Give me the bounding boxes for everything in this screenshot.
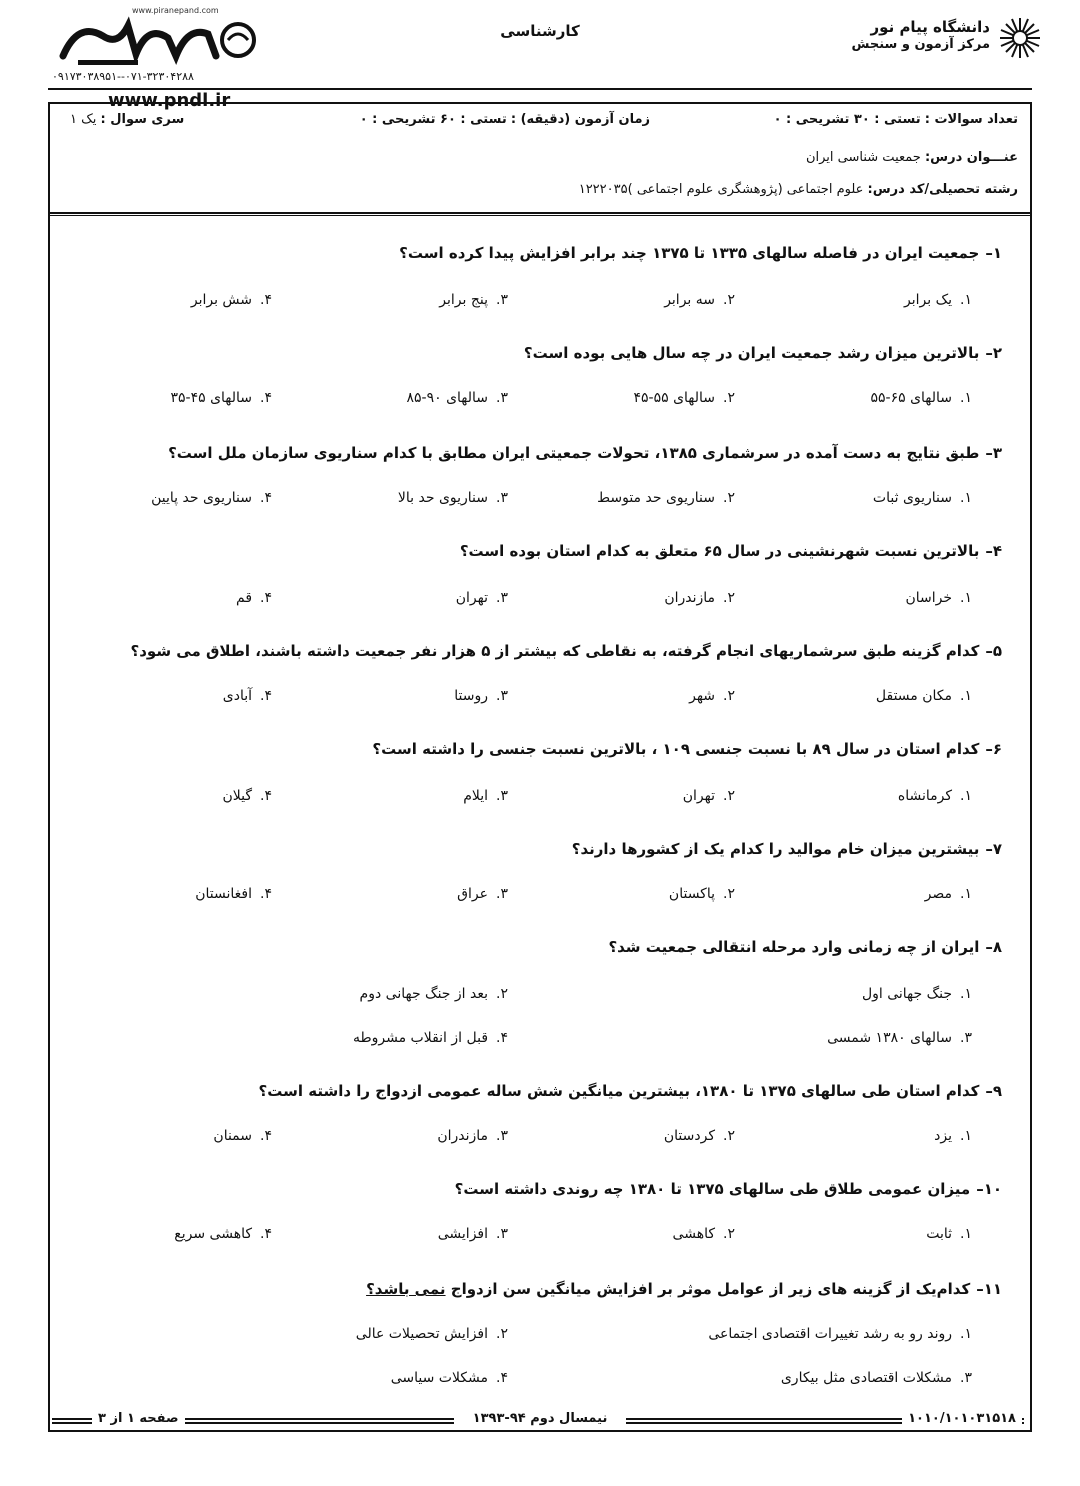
top-rule <box>48 88 1032 90</box>
q3-option-2[interactable] <box>597 490 735 506</box>
q1-option-4[interactable] <box>191 292 272 308</box>
option-number: ۲. <box>723 688 735 704</box>
option-number: ۳. <box>496 688 508 704</box>
q10-option-4[interactable] <box>174 1226 272 1242</box>
question-number: ۷– <box>985 840 1002 858</box>
question-number: ۱۱– <box>976 1280 1002 1298</box>
option-text: تهران <box>455 590 489 606</box>
option-text: مصر <box>924 886 953 902</box>
question-number: ۲– <box>985 344 1002 362</box>
q1-option-1[interactable] <box>904 292 972 308</box>
option-number: ۴. <box>260 490 272 506</box>
option-text: گیلان <box>222 788 253 804</box>
option-number: ۴. <box>496 1030 508 1046</box>
exam-time-label: زمان آزمون (دقیقه) : <box>510 112 650 127</box>
option-text: افغانستان <box>195 886 253 902</box>
option-text: سناریوی حد متوسط <box>597 490 716 506</box>
option-number: ۴. <box>260 292 272 308</box>
question-2 <box>524 344 1002 362</box>
question-series <box>70 112 184 127</box>
q2-option-3[interactable] <box>406 390 508 406</box>
q8-option-3[interactable] <box>827 1030 972 1046</box>
question-5 <box>131 642 1002 660</box>
option-text: قم <box>236 590 253 606</box>
q7-option-4[interactable] <box>195 886 272 902</box>
q10-option-1[interactable] <box>926 1226 972 1242</box>
option-number: ۱. <box>960 1326 972 1342</box>
option-number: ۴. <box>260 788 272 804</box>
option-text: یزد <box>934 1128 953 1144</box>
option-text: مشکلات سیاسی <box>390 1370 489 1386</box>
q1-option-3[interactable] <box>439 292 508 308</box>
series-label: سری سوال : <box>100 112 185 127</box>
question-number: ۴– <box>985 542 1002 560</box>
q10-option-3[interactable] <box>438 1226 508 1242</box>
question-number: ۶– <box>985 740 1002 758</box>
option-text: شش برابر <box>190 292 253 308</box>
q7-option-1[interactable] <box>925 886 972 902</box>
option-text: سالهای ۱۳۸۰ شمسی <box>827 1030 953 1046</box>
option-text: سناریوی حد بالا <box>397 490 489 506</box>
q5-option-4[interactable] <box>223 688 272 704</box>
q2-option-4[interactable] <box>170 390 272 406</box>
option-text: سالهای ۵۵-۴۵ <box>633 390 716 406</box>
option-text: سناریوی ثبات <box>872 490 953 506</box>
q11-option-1[interactable] <box>708 1326 972 1342</box>
option-text: آبادی <box>222 688 253 704</box>
q8-option-1[interactable] <box>862 986 972 1002</box>
option-number: ۳. <box>496 886 508 902</box>
option-number: ۴. <box>260 390 272 406</box>
question-7 <box>572 840 1002 858</box>
q4-option-2[interactable] <box>664 590 735 606</box>
q6-option-1[interactable] <box>898 788 972 804</box>
question-number: ۹– <box>985 1082 1002 1100</box>
option-number: ۴. <box>260 886 272 902</box>
option-number: ۱. <box>960 490 972 506</box>
option-number: ۳. <box>496 788 508 804</box>
university-name: دانشگاه پیام نور <box>870 18 990 36</box>
option-number: ۲. <box>723 390 735 406</box>
option-text: کردستان <box>663 1128 716 1144</box>
option-number: ۲. <box>496 986 508 1002</box>
brand-site[interactable]: www.pndl.ir <box>108 90 231 111</box>
q9-option-1[interactable] <box>934 1128 972 1144</box>
q1-option-2[interactable] <box>664 292 735 308</box>
option-text: کاهشی سریع <box>174 1226 253 1242</box>
q6-option-2[interactable] <box>683 788 735 804</box>
option-text: سالهای ۴۵-۳۵ <box>170 390 253 406</box>
exam-time <box>360 112 650 127</box>
option-number: ۳. <box>496 1128 508 1144</box>
brand-small-url: www.piranepand.com <box>132 6 219 15</box>
question-underlined-text: نمی باشد؟ <box>366 1280 446 1298</box>
q5-option-2[interactable] <box>689 688 735 704</box>
university-sub: مرکز آزمون و سنجش <box>851 37 990 52</box>
option-text: یک برابر <box>904 292 953 308</box>
option-number: ۲. <box>723 490 735 506</box>
option-text: مازندران <box>664 590 716 606</box>
question-number: ۸– <box>985 938 1002 956</box>
option-text: سناریوی حد پایین <box>151 490 253 506</box>
option-text: قبل از انقلاب مشروطه <box>352 1030 489 1046</box>
question-text: کدام استان طی سالهای ۱۳۷۵ تا ۱۳۸۰، بیشترین میانگین شش ساله عمومی ازدواج را داشته است؟ <box>258 1082 980 1100</box>
option-number: ۳. <box>960 1370 972 1386</box>
brand-phone: ۰۷۱-۳۲۳۰۴۲۸۸--۰۹۱۷۳۰۳۸۹۵۱ <box>52 70 194 83</box>
q9-option-4[interactable] <box>213 1128 272 1144</box>
course-title <box>806 150 1018 165</box>
option-number: ۳. <box>496 490 508 506</box>
question-1 <box>399 244 1002 262</box>
option-number: ۲. <box>723 292 735 308</box>
option-text: کاهشی <box>672 1226 716 1242</box>
option-text: روستا <box>454 688 489 704</box>
q5-option-3[interactable] <box>454 688 508 704</box>
option-number: ۱. <box>960 390 972 406</box>
option-number: ۳. <box>496 590 508 606</box>
option-text: افزایش تحصیلات عالی <box>355 1326 489 1342</box>
question-count <box>774 112 1018 127</box>
option-number: ۳. <box>496 1226 508 1242</box>
q9-option-3[interactable] <box>437 1128 508 1144</box>
question-4 <box>460 542 1002 560</box>
q2-option-2[interactable] <box>633 390 735 406</box>
option-text: خراسان <box>905 590 953 606</box>
q4-option-3[interactable] <box>456 590 508 606</box>
course-title-value: جمعیت شناسی ایران <box>805 150 921 165</box>
question-3 <box>168 444 1002 462</box>
q3-option-4[interactable] <box>151 490 272 506</box>
option-text: پاکستان <box>668 886 716 902</box>
q7-option-2[interactable] <box>669 886 735 902</box>
option-number: ۲. <box>723 788 735 804</box>
q6-option-4[interactable] <box>222 788 272 804</box>
brand-logo-icon <box>58 16 258 66</box>
q5-option-1[interactable] <box>876 688 972 704</box>
field-value: علوم اجتماعی (پژوهشگری علوم اجتماعی )۱۲۲۲۰۳۵ <box>578 182 864 197</box>
q8-option-4[interactable] <box>353 1030 508 1046</box>
option-number: ۴. <box>260 1226 272 1242</box>
option-number: ۱. <box>960 590 972 606</box>
option-text: سه برابر <box>664 292 716 308</box>
option-number: ۱. <box>960 986 972 1002</box>
field-label: رشته تحصیلی/کد درس: <box>867 182 1018 197</box>
question-10 <box>455 1180 1002 1198</box>
question-number: ۱– <box>985 244 1002 262</box>
exam-time-value: تستی : ۶۰ تشریحی : ۰ <box>359 112 507 127</box>
option-text: کرمانشاه <box>897 788 953 804</box>
course-title-label: عنـــوان درس: <box>924 150 1018 165</box>
q2-option-1[interactable] <box>870 390 972 406</box>
option-text: سالهای ۹۰-۸۵ <box>406 390 489 406</box>
option-number: ۱. <box>960 292 972 308</box>
question-number: ۵– <box>985 642 1002 660</box>
question-number: ۱۰– <box>976 1180 1002 1198</box>
option-number: ۱. <box>960 788 972 804</box>
question-9 <box>259 1082 1002 1100</box>
question-text: جمعیت ایران در فاصله سالهای ۱۳۳۵ تا ۱۳۷۵ چند برابر افزایش پیدا کرده است؟ <box>399 244 980 262</box>
question-text: میزان عمومی طلاق طی سالهای ۱۳۷۵ تا ۱۳۸۰ چه روندی داشته است؟ <box>454 1180 971 1198</box>
question-11 <box>366 1280 1002 1298</box>
question-number: ۳– <box>985 444 1002 462</box>
q11-option-3[interactable] <box>781 1370 972 1386</box>
question-text: کدام استان در سال ۸۹ با نسبت جنسی ۱۰۹ ، بالاترین نسبت جنسی را داشته است؟ <box>372 740 980 758</box>
option-number: ۲. <box>723 590 735 606</box>
option-number: ۳. <box>496 292 508 308</box>
exam-code: ۱۰۱۰/۱۰۱۰۳۱۵۱۸ <box>902 1411 1022 1426</box>
option-text: جنگ جهانی اول <box>861 986 953 1002</box>
header-divider <box>48 212 1032 216</box>
degree-level: کارشناسی <box>500 22 580 40</box>
question-text: طبق نتایج به دست آمده در سرشماری ۱۳۸۵، تحولات جمعیتی ایران مطابق با کدام سناریوی سازمان ملل است؟ <box>168 444 980 462</box>
option-number: ۱. <box>960 1128 972 1144</box>
question-text: کدام‌یک از گزینه های زیر از عوامل موثر بر افزایش میانگین سن ازدواج <box>450 1280 971 1298</box>
question-count-label: تعداد سوالات : <box>924 112 1018 127</box>
option-text: شهر <box>689 688 716 704</box>
option-text: مکان مستقل <box>875 688 953 704</box>
option-text: مازندران <box>437 1128 489 1144</box>
q8-option-2[interactable] <box>360 986 508 1002</box>
q3-option-3[interactable] <box>398 490 508 506</box>
q11-option-4[interactable] <box>391 1370 508 1386</box>
series-value: یک ۱ <box>70 112 97 127</box>
option-number: ۱. <box>960 886 972 902</box>
option-number: ۳. <box>496 390 508 406</box>
q11-option-2[interactable] <box>356 1326 508 1342</box>
q9-option-2[interactable] <box>664 1128 735 1144</box>
option-number: ۱. <box>960 688 972 704</box>
option-number: ۲. <box>723 886 735 902</box>
q3-option-1[interactable] <box>873 490 972 506</box>
option-number: ۲. <box>723 1128 735 1144</box>
option-number: ۳. <box>960 1030 972 1046</box>
question-text: ایران از چه زمانی وارد مرحله انتقالی جمعیت شد؟ <box>608 938 980 956</box>
question-text: بالاترین نسبت شهرنشینی در سال ۶۵ متعلق به کدام استان بوده است؟ <box>459 542 980 560</box>
option-text: ثابت <box>926 1226 953 1242</box>
semester-label: نیمسال دوم ۹۴-۱۳۹۳ <box>454 1411 626 1426</box>
option-text: ایلام <box>463 788 489 804</box>
option-text: روند رو به رشد تغییرات اقتصادی اجتماعی <box>708 1326 953 1342</box>
option-text: سالهای ۶۵-۵۵ <box>870 390 953 406</box>
question-text: بیشترین میزان خام موالید را کدام یک از کشورها دارند؟ <box>571 840 980 858</box>
field-code <box>579 182 1018 197</box>
option-text: پنج برابر <box>439 292 489 308</box>
q6-option-3[interactable] <box>463 788 508 804</box>
question-count-value: تستی : ۳۰ تشریحی : ۰ <box>773 112 921 127</box>
q4-option-4[interactable] <box>236 590 272 606</box>
option-text: تهران <box>682 788 716 804</box>
option-text: مشکلات اقتصادی مثل بیکاری <box>780 1370 953 1386</box>
option-number: ۱. <box>960 1226 972 1242</box>
q4-option-1[interactable] <box>905 590 972 606</box>
option-text: افزایشی <box>437 1226 489 1242</box>
option-number: ۴. <box>260 688 272 704</box>
option-text: سمنان <box>213 1128 253 1144</box>
option-number: ۴. <box>260 1128 272 1144</box>
q7-option-3[interactable] <box>457 886 508 902</box>
option-text: بعد از جنگ جهانی دوم <box>359 986 489 1002</box>
option-text: عراق <box>457 886 489 902</box>
brand-block <box>30 6 260 111</box>
q10-option-2[interactable] <box>673 1226 735 1242</box>
option-number: ۴. <box>260 590 272 606</box>
question-text: بالاترین میزان رشد جمعیت ایران در چه سال هایی بوده است؟ <box>523 344 980 362</box>
option-number: ۲. <box>496 1326 508 1342</box>
question-8 <box>608 938 1002 956</box>
question-6 <box>372 740 1002 758</box>
question-text: کدام گزینه طبق سرشماریهای انجام گرفته، به نقاطی که بیشتر از ۵ هزار نفر جمعیت داشته باشند، اطلاق می شود؟ <box>130 642 980 660</box>
option-number: ۴. <box>496 1370 508 1386</box>
page-number: صفحه ۱ از ۳ <box>92 1411 185 1426</box>
option-number: ۲. <box>723 1226 735 1242</box>
